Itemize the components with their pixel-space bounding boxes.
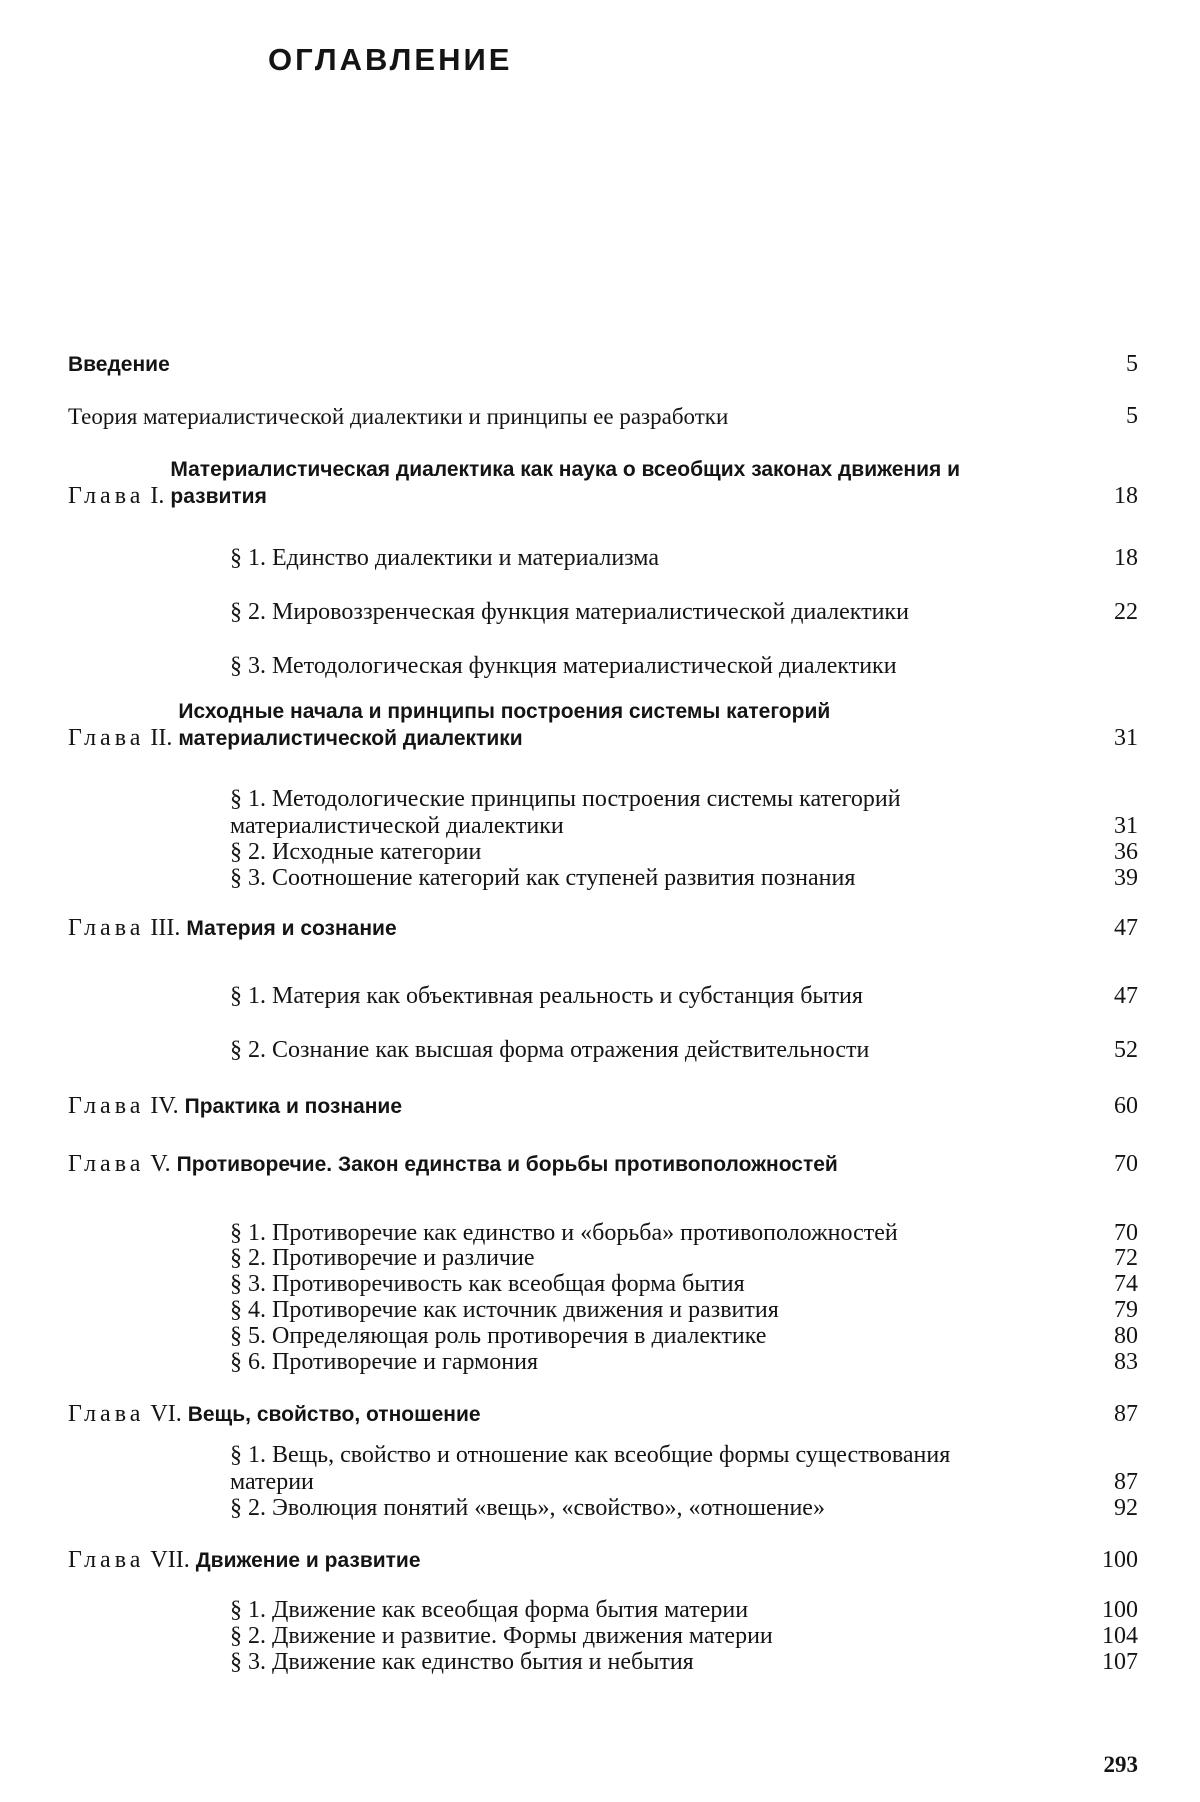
- entry-title: § 2. Сознание как высшая форма отражения действительности: [230, 1037, 870, 1063]
- entry-page: 72: [1114, 1245, 1138, 1271]
- page-number: 293: [1103, 1752, 1138, 1777]
- entry-title: § 3. Противоречивость как всеобщая форма бытия: [230, 1271, 745, 1297]
- entry-title: § 1. Движение как всеобщая форма бытия материи: [230, 1597, 749, 1623]
- entry-title: Исходные начала и принципы построения системы категорий материалистической диалектики: [178, 700, 831, 750]
- chapter-entry: [68, 1093, 1138, 1120]
- entry-page: 36: [1114, 839, 1138, 865]
- entry-title: Материя и сознание: [186, 917, 397, 940]
- chapter-word: Глава: [68, 1151, 145, 1177]
- chapter-label: [68, 915, 180, 942]
- toc-entry: [68, 403, 1138, 430]
- entry-title: § 3. Соотношение категорий как ступеней развития познания: [230, 865, 856, 891]
- section-entry: [68, 1495, 1138, 1522]
- chapter-number: III.: [144, 915, 181, 941]
- entry-page: 39: [1114, 865, 1138, 891]
- entry-title: § 1. Противоречие как единство и «борьба» противоположностей: [230, 1220, 898, 1246]
- toc-entry: [68, 351, 1138, 378]
- entry-page: 31: [1114, 725, 1138, 751]
- section-entry: [68, 1442, 1138, 1496]
- section-entry: [68, 653, 1138, 680]
- entry-title: Вещь, свойство, отношение: [187, 1403, 481, 1426]
- chapter-word: Глава: [68, 1401, 145, 1427]
- section-entry: [68, 599, 1138, 626]
- entry-page: 47: [1114, 983, 1138, 1009]
- section-entry: [68, 1297, 1138, 1324]
- chapter-number: VII.: [144, 1547, 190, 1573]
- entry-title: Введение: [68, 353, 170, 376]
- section-entry: [68, 1349, 1138, 1376]
- chapter-word: Глава: [68, 915, 145, 941]
- entry-page: 100: [1102, 1547, 1138, 1573]
- entry-title: § 3. Методологическая функция материалистической диалектики: [230, 653, 897, 679]
- chapter-entry: [68, 698, 1138, 752]
- entry-page: 70: [1114, 1151, 1138, 1177]
- entry-title: § 5. Определяющая роль противоречия в диалектике: [230, 1323, 767, 1349]
- entry-page: 18: [1114, 483, 1138, 509]
- entry-page: 87: [1114, 1401, 1138, 1427]
- section-entry: [68, 983, 1138, 1010]
- chapter-label: [68, 1547, 190, 1574]
- chapter-word: Глава: [68, 483, 145, 509]
- entry-title: § 4. Противоречие как источник движения и развития: [230, 1297, 779, 1323]
- entry-page: 79: [1114, 1297, 1138, 1323]
- entry-title: § 1. Вещь, свойство и отношение как всеобщие формы существования материи: [230, 1442, 951, 1495]
- section-entry: [68, 786, 1138, 840]
- section-entry: [68, 1245, 1138, 1272]
- entry-page: 100: [1102, 1597, 1138, 1623]
- section-entry: [68, 545, 1138, 572]
- chapter-word: Глава: [68, 1093, 145, 1119]
- entry-title: § 2. Мировоззренческая функция материалистической диалектики: [230, 599, 909, 625]
- entry-page: 5: [1126, 403, 1138, 429]
- section-entry: [68, 1623, 1138, 1650]
- entry-page: 74: [1114, 1271, 1138, 1297]
- entry-title: § 1. Единство диалектики и материализма: [230, 545, 659, 571]
- chapter-number: VI.: [144, 1401, 182, 1427]
- entry-title: § 3. Движение как единство бытия и небытия: [230, 1649, 694, 1675]
- section-entry: [68, 1649, 1138, 1676]
- entry-title: § 2. Движение и развитие. Формы движения материи: [230, 1623, 773, 1649]
- chapter-number: I.: [144, 483, 165, 509]
- chapter-entry: [68, 915, 1138, 942]
- entry-title: Движение и развитие: [195, 1549, 421, 1572]
- section-entry: [68, 865, 1138, 892]
- chapter-label: [68, 725, 172, 752]
- entry-page: 87: [1114, 1469, 1138, 1495]
- entry-title: § 2. Эволюция понятий «вещь», «свойство», «отношение»: [230, 1495, 825, 1521]
- chapter-number: II.: [144, 725, 173, 751]
- chapter-number: V.: [144, 1151, 171, 1177]
- chapter-label: [68, 1401, 182, 1428]
- entry-title: Практика и познание: [184, 1095, 402, 1118]
- chapter-number: IV.: [144, 1093, 179, 1119]
- section-entry: [68, 1220, 1138, 1247]
- chapter-label: [68, 1151, 171, 1178]
- chapter-word: Глава: [68, 725, 145, 751]
- section-entry: [68, 1597, 1138, 1624]
- page-title: ОГЛАВЛЕНИЕ: [268, 42, 513, 77]
- entry-page: 22: [1114, 599, 1138, 625]
- section-entry: [68, 1037, 1138, 1064]
- section-entry: [68, 839, 1138, 866]
- chapter-word: Глава: [68, 1547, 145, 1573]
- entry-title: § 6. Противоречие и гармония: [230, 1349, 539, 1375]
- entry-page: 83: [1114, 1349, 1138, 1375]
- entry-page: 5: [1126, 351, 1138, 377]
- entry-title: Материалистическая диалектика как наука о всеобщих законах движения и развития: [170, 458, 961, 508]
- section-entry: [68, 1271, 1138, 1298]
- entry-page: 47: [1114, 915, 1138, 941]
- entry-title: § 1. Методологические принципы построения системы категорий материалистической диалектики: [230, 786, 901, 839]
- entry-title: § 2. Противоречие и различие: [230, 1245, 535, 1271]
- chapter-label: [68, 1093, 179, 1120]
- entry-page: 52: [1114, 1037, 1138, 1063]
- chapter-entry: [68, 1151, 1138, 1178]
- entry-page: 92: [1114, 1495, 1138, 1521]
- entry-title: § 1. Материя как объективная реальность и субстанция бытия: [230, 983, 863, 1009]
- entry-page: 18: [1114, 545, 1138, 571]
- entry-page: 31: [1114, 813, 1138, 839]
- entry-page: 107: [1102, 1649, 1138, 1675]
- entry-title: Противоречие. Закон единства и борьбы противоположностей: [176, 1153, 838, 1176]
- entry-title: § 2. Исходные категории: [230, 839, 482, 865]
- section-entry: [68, 1323, 1138, 1350]
- chapter-entry: [68, 456, 1138, 510]
- chapter-entry: [68, 1547, 1138, 1574]
- chapter-entry: [68, 1401, 1138, 1428]
- entry-page: 70: [1114, 1220, 1138, 1246]
- entry-page: 80: [1114, 1323, 1138, 1349]
- entry-title: Теория материалистической диалектики и принципы ее разработки: [68, 404, 729, 429]
- chapter-label: [68, 483, 164, 510]
- entry-page: 104: [1102, 1623, 1138, 1649]
- entry-page: 60: [1114, 1093, 1138, 1119]
